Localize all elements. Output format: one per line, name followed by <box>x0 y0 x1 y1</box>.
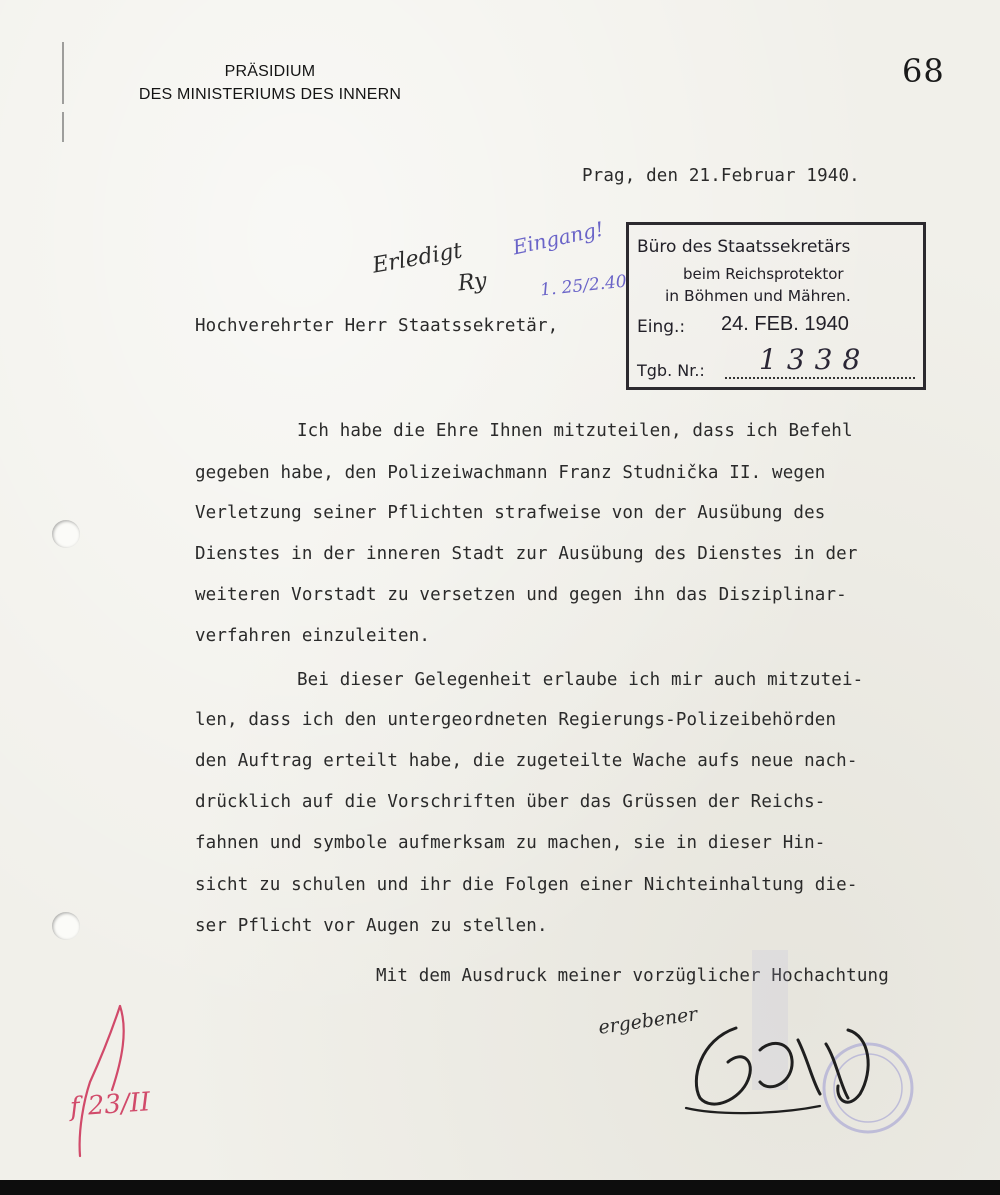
paragraph-2-line-7: ser Pflicht vor Augen zu stellen. <box>195 916 548 936</box>
paragraph-1-line-4: Dienstes in der inneren Stadt zur Ausübung des Dienstes in der <box>195 544 858 564</box>
paragraph-2-line-3: den Auftrag erteilt habe, die zugeteilte Wache aufs neue nach- <box>195 751 858 771</box>
stamp-office-line-3: in Böhmen und Mähren. <box>665 287 851 305</box>
paragraph-2-line-5: fahnen und symbole aufmerksam zu machen, sie in dieser Hin- <box>195 833 826 853</box>
salutation: Hochverehrter Herr Staatssekretär, <box>195 316 559 336</box>
paragraph-1-line-6: verfahren einzuleiten. <box>195 626 431 646</box>
handwritten-erledigt: Erledigt <box>370 238 465 279</box>
handwritten-ergebener: ergebener <box>596 1003 699 1039</box>
date-line: Prag, den 21.Februar 1940. <box>582 166 860 186</box>
stamp-journal-number: 1338 <box>759 343 871 376</box>
scan-border-bottom <box>0 1180 1000 1195</box>
handwritten-eingang: Eingang! <box>510 216 606 260</box>
faint-stamp-ghost <box>752 950 788 1090</box>
paragraph-1-line-1: Ich habe die Ehre Ihnen mitzuteilen, dass ich Befehl <box>297 421 853 441</box>
stamp-received-label: Eing.: <box>637 317 686 337</box>
stamp-office-line-1: Büro des Staatssekretärs <box>637 237 851 257</box>
stamp-office-line-2: beim Reichsprotektor <box>683 265 844 283</box>
paragraph-2-line-6: sicht zu schulen und ihr die Folgen einer Nichteinhaltung die- <box>195 875 858 895</box>
paragraph-2-line-4: drücklich auf die Vorschriften über das Grüssen der Reichs- <box>195 792 826 812</box>
paragraph-1-line-5: weiteren Vorstadt zu versetzen und gegen ihn das Disziplinar- <box>195 585 847 605</box>
paragraph-1-line-3: Verletzung seiner Pflichten strafweise von der Ausübung des <box>195 503 826 523</box>
handwritten-blue-date: 1. 25/2.40 <box>539 271 628 301</box>
stamp-received-date: 24. FEB. 1940 <box>721 313 849 335</box>
paragraph-1-line-2: gegeben habe, den Polizeiwachmann Franz Studnička II. wegen <box>195 463 826 483</box>
closing-line: Mit dem Ausdruck meiner vorzüglicher Hochachtung <box>376 966 889 986</box>
letterhead-line-2: DES MINISTERIUMS DES INNERN <box>138 86 402 103</box>
paragraph-2-line-2: len, dass ich den untergeordneten Regierungs-Polizeibehörden <box>195 710 837 730</box>
paragraph-2-line-1: Bei dieser Gelegenheit erlaube ich mir auch mitzutei- <box>297 670 864 690</box>
page-number: 68 <box>902 52 945 90</box>
handwritten-initial: Ry <box>456 268 488 297</box>
letterhead-line-1: PRÄSIDIUM <box>224 63 316 80</box>
red-pencil-mark <box>80 1006 124 1156</box>
stamp-journal-label: Tgb. Nr.: <box>637 361 705 380</box>
handwritten-red-note: f 23/II <box>69 1087 152 1123</box>
